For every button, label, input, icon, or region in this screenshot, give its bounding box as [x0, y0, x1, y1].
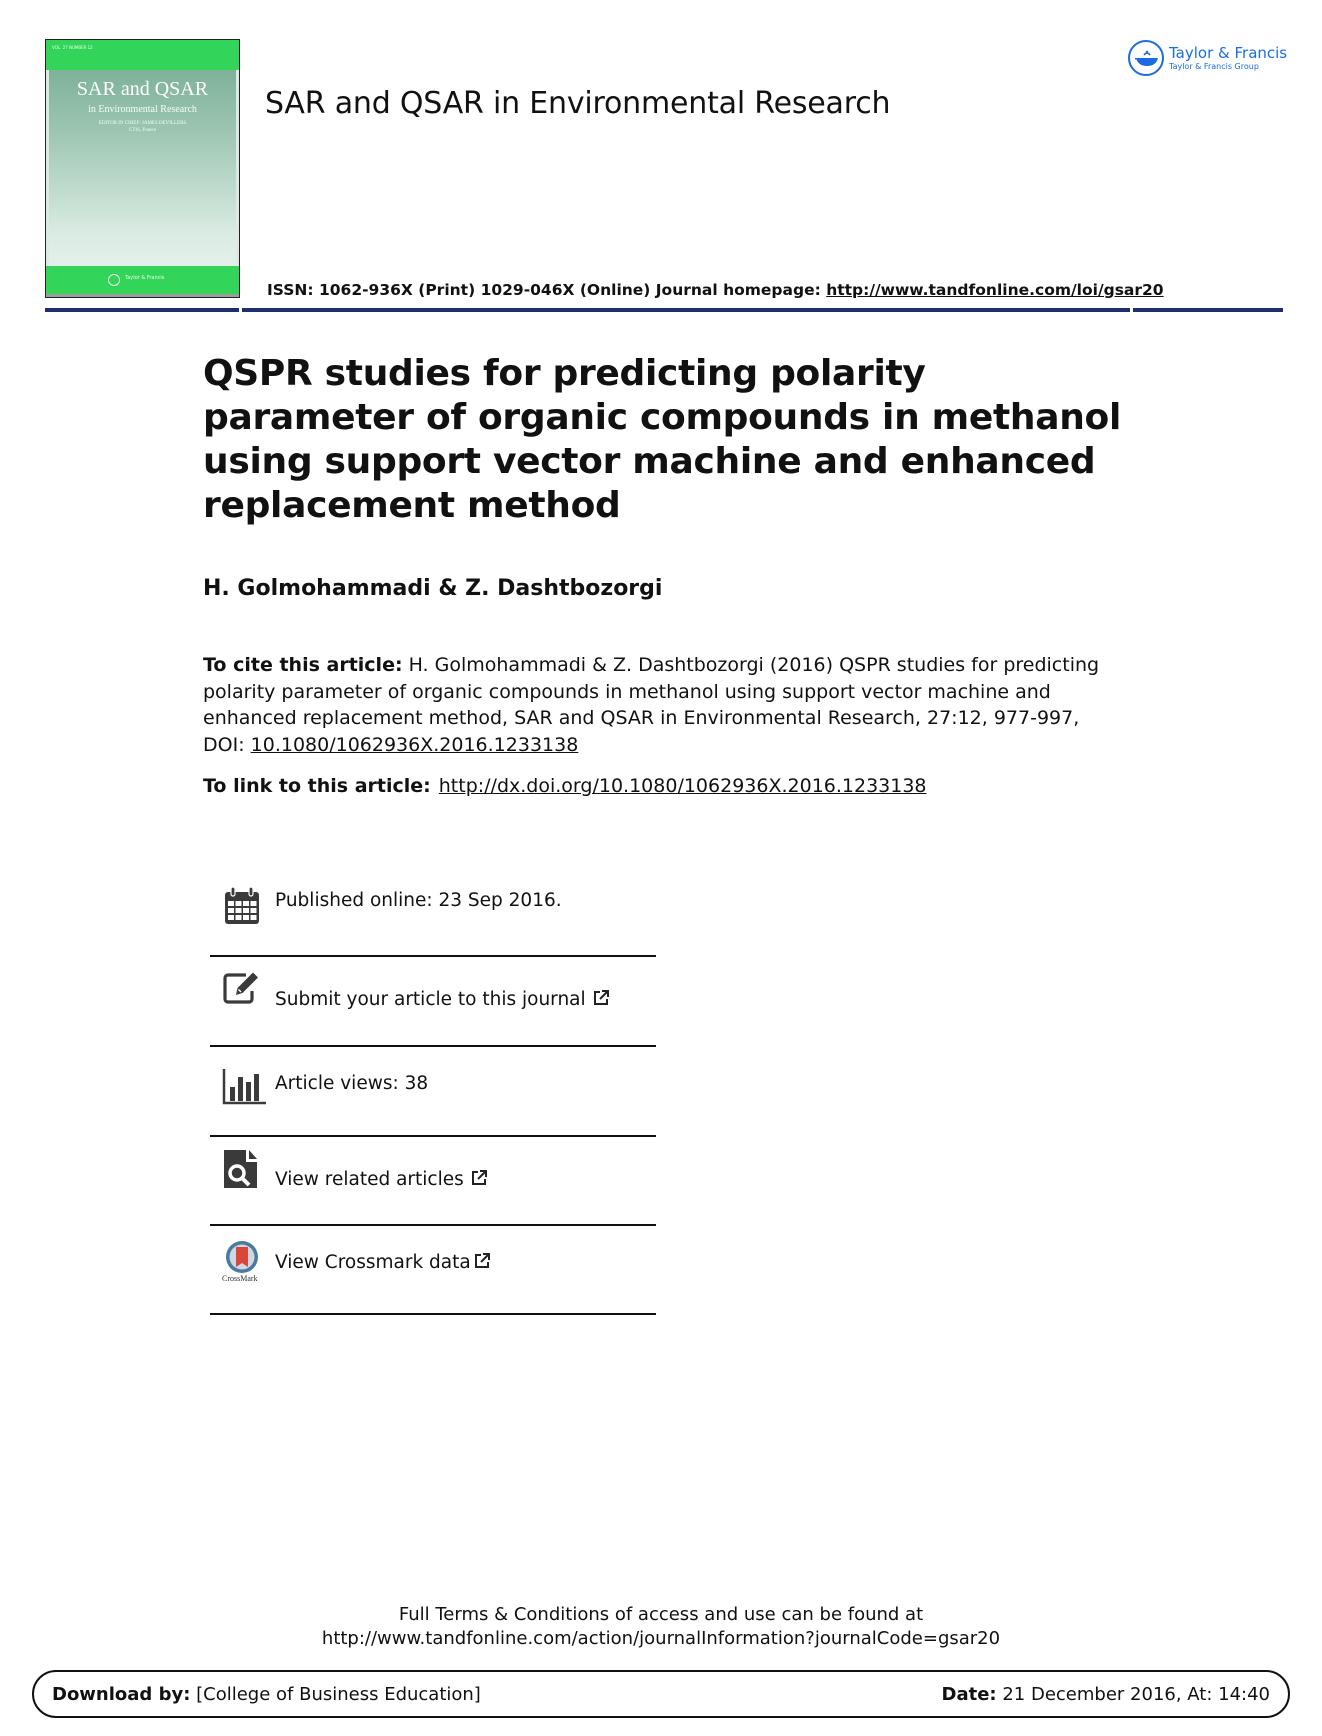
article-title: QSPR studies for predicting polarity parameter of organic compounds in methanol using support vector machine and enhanced replacement method	[203, 353, 1122, 526]
doi-link[interactable]: 10.1080/1062936X.2016.1233138	[250, 733, 579, 756]
edit-icon	[222, 969, 262, 1009]
journal-title: SAR and QSAR in Environmental Research	[265, 86, 891, 121]
cover-title: SAR and QSAR	[76, 78, 209, 100]
crossmark-caption: CrossMark	[222, 1274, 258, 1283]
external-link-icon	[470, 1169, 488, 1187]
journal-cover-image	[45, 39, 240, 298]
citation-block	[203, 652, 1123, 758]
terms-url-link[interactable]: http://www.tandfonline.com/action/journalInformation?journalCode=gsar20	[321, 1628, 1001, 1649]
date-label: Date:	[941, 1684, 997, 1705]
journal-homepage-link[interactable]: http://www.tandfonline.com/loi/gsar20	[826, 281, 1164, 299]
related-articles-label: View related articles	[275, 1169, 464, 1190]
view-related-articles-link[interactable]	[210, 1137, 656, 1225]
cover-publisher-logo-icon	[108, 274, 120, 286]
info-row-published	[210, 872, 656, 932]
download-info	[52, 1684, 481, 1705]
download-info-box	[32, 1670, 1290, 1718]
cover-volume-text: VOL. 27 NUMBER 12	[52, 45, 93, 50]
cover-editor	[46, 120, 239, 134]
tf-lamp-icon	[1128, 40, 1164, 76]
article-views-label: Article views: 38	[275, 1073, 429, 1094]
cover-editor-name: EDITOR IN CHIEF: JAMES DEVILLERS	[98, 121, 187, 126]
submit-article-label: Submit your article to this journal	[275, 989, 586, 1010]
crossmark-label-wrap	[275, 1252, 491, 1273]
cover-top-band	[46, 40, 239, 70]
calendar-icon	[222, 886, 262, 926]
download-date	[942, 1684, 1270, 1705]
bar-chart-icon	[222, 1067, 266, 1107]
header-rule	[242, 308, 1130, 312]
download-institution: [College of Business Education]	[190, 1684, 481, 1705]
download-label: Download by:	[52, 1684, 191, 1705]
cover-bottom-band	[46, 266, 239, 294]
issn-line	[267, 281, 1164, 299]
article-link-line	[203, 775, 927, 797]
cover-publisher-text: Taylor & Francis	[125, 275, 165, 281]
divider	[210, 1313, 656, 1315]
related-articles-label-wrap	[275, 1169, 488, 1190]
header-rule	[1133, 308, 1283, 312]
submit-article-label-wrap	[275, 989, 610, 1010]
cover-subtitle: in Environmental Research	[88, 104, 197, 115]
link-label: To link to this article:	[203, 775, 431, 797]
external-link-icon	[473, 1252, 491, 1270]
search-document-icon	[222, 1149, 262, 1189]
publisher-group: Taylor & Francis Group	[1169, 61, 1259, 71]
publisher-name: Taylor & Francis	[1169, 43, 1288, 62]
article-authors: H. Golmohammadi & Z. Dashtbozorgi	[203, 576, 663, 601]
publisher-logo[interactable]	[1128, 40, 1287, 76]
cover-editor-affiliation: CTIS, France	[129, 128, 156, 133]
external-link-icon	[592, 989, 610, 1007]
view-crossmark-link[interactable]	[210, 1226, 656, 1314]
article-doi-url-link[interactable]: http://dx.doi.org/10.1080/1062936X.2016.1233138	[438, 775, 927, 797]
submit-article-link[interactable]	[210, 957, 656, 1045]
cover-bottom-strip	[46, 294, 239, 298]
cite-label: To cite this article:	[203, 654, 403, 676]
terms-notice: Full Terms & Conditions of access and use can be found at	[398, 1604, 924, 1625]
header-rule	[45, 308, 239, 312]
issn-text: ISSN: 1062-936X (Print) 1029-046X (Online) Journal homepage:	[267, 281, 827, 299]
published-date-label: Published online: 23 Sep 2016.	[275, 890, 562, 911]
date-value: 21 December 2016, At: 14:40	[996, 1684, 1270, 1705]
crossmark-label: View Crossmark data	[275, 1252, 471, 1273]
cite-text: H. Golmohammadi & Z. Dashtbozorgi (2016) QSPR studies for predicting polarity parameter of organic compounds in methanol using support vector machine and enhanced replacement method, SAR and QSAR in Environmental Research, 27:12, 977-997, DOI:	[203, 654, 1100, 756]
crossmark-icon	[222, 1240, 266, 1288]
info-row-views	[210, 1047, 656, 1135]
